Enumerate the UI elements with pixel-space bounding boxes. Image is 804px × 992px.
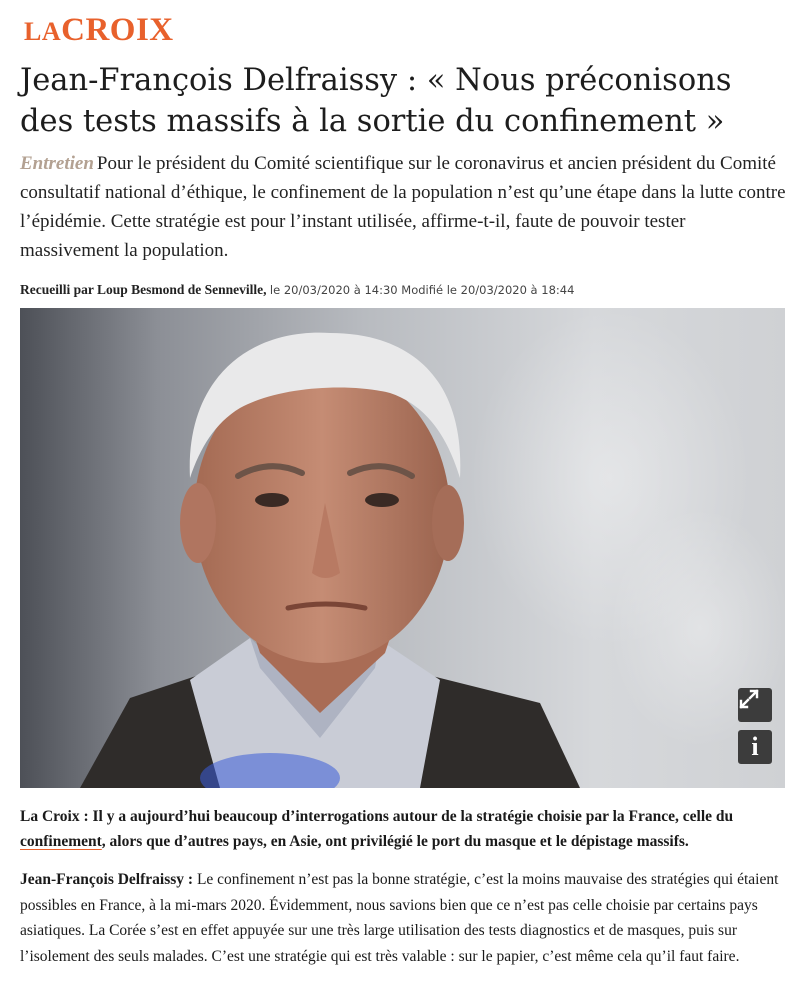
answer-speaker: Jean-François Delfraissy : <box>20 871 194 888</box>
byline <box>20 282 574 298</box>
photo-info-button[interactable] <box>738 730 772 764</box>
byline-dates: le 20/03/2020 à 14:30 Modifié le 20/03/2020 à 18:44 <box>269 283 575 297</box>
site-logo[interactable] <box>24 14 174 47</box>
expand-arrows-icon <box>738 688 760 710</box>
lead-text: Pour le président du Comité scientifique sur le coronavirus et ancien président du Comité consultatif national d’éthique, le confinement de la population n’est qu’une étape dans la lutte contre l’épidémie. Cette stratégie est pour l’instant utilisée, affirme-t-il, faute de pouvoir tester massivement la population. <box>20 153 786 261</box>
expand-photo-button[interactable] <box>738 688 772 722</box>
info-icon: i <box>751 732 759 761</box>
article-lead <box>20 149 788 265</box>
answer-text: Le confinement n’est pas la bonne stratégie, c’est la moins mauvaise des stratégies qui étaient possibles en France, à la mi-mars 2020. Évidemment, nous savions bien que ce n’est pas celle choisie par certains pays asiatiques. La Corée s’est en effet appuyée sur une très large utilisation des tests diagnostics et de masques, puis sur l’isolement des seuls malades. C’est une stratégie qui est très valable : sur le papier, c’est même cela qu’il faut faire. <box>20 871 779 965</box>
logo-croix: CROIX <box>61 12 174 48</box>
portrait-illustration <box>20 308 785 788</box>
question-text-a: La Croix : Il y a aujourd’hui beaucoup d’interrogations autour de la stratégie choisie par la France, celle du <box>20 808 734 825</box>
confinement-link[interactable]: confinement <box>20 833 102 850</box>
logo-la: LA <box>24 17 62 46</box>
rubric-label[interactable]: Entretien <box>20 153 94 174</box>
article-headline: Jean-François Delfraissy : « Nous préconisons des tests massifs à la sortie du confinement » <box>20 63 732 139</box>
question-text-b: , alors que d’autres pays, en Asie, ont privilégié le port du masque et le dépistage massifs. <box>101 833 689 850</box>
interview-answer <box>20 867 790 969</box>
byline-author[interactable]: Recueilli par Loup Besmond de Senneville, <box>20 282 267 297</box>
interview-question <box>20 804 790 854</box>
article-photo[interactable] <box>20 308 785 788</box>
